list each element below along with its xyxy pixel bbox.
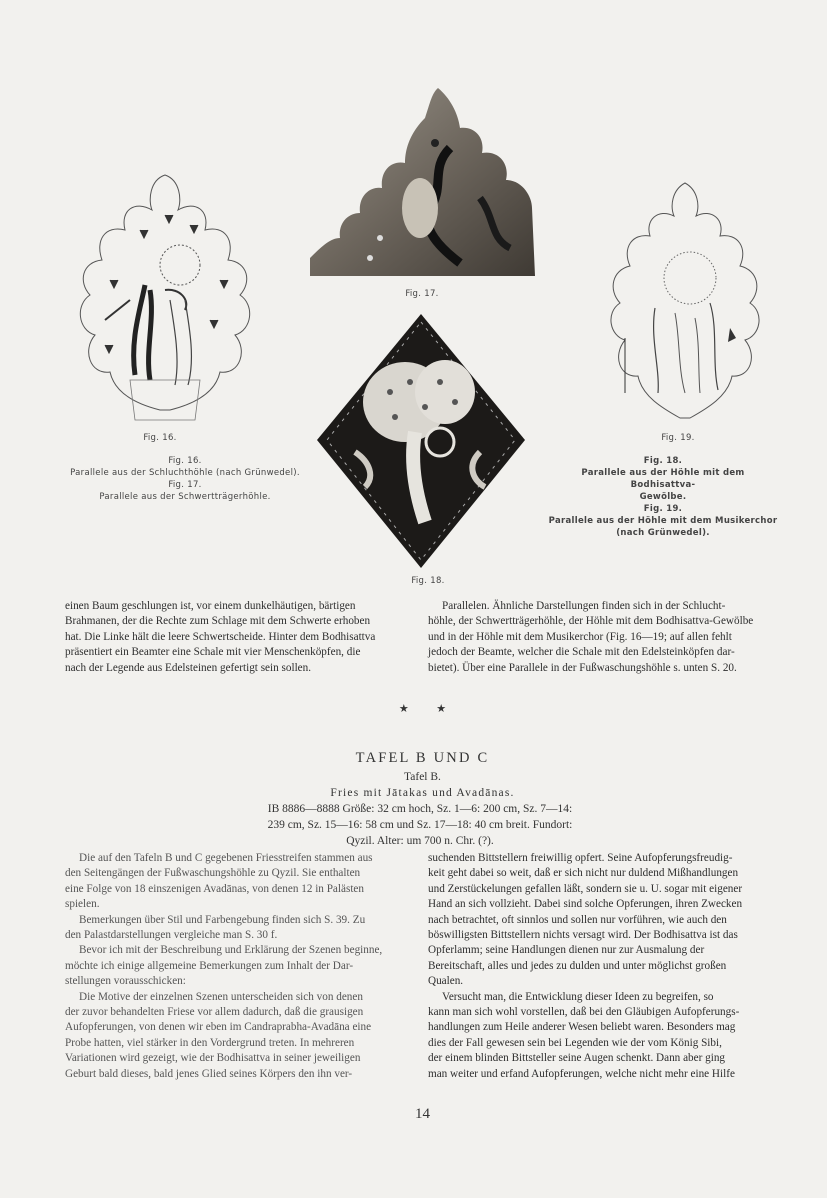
fig19-label: Fig. 19. — [661, 433, 695, 443]
text-line: suchenden Bittstellern freiwillig opfert. Seine Aufopferungsfreudig- — [428, 852, 733, 864]
text-line: Die auf den Tafeln B und C gegebenen Friesstreifen stammen aus — [79, 852, 373, 864]
caption-line: Fig. 17. — [168, 480, 202, 490]
section-separator: ★ ★ — [398, 703, 447, 715]
upper-right-column — [428, 599, 778, 676]
text-line: höhle, der Schwertträgerhöhle, der Höhle mit dem Bodhisattva-Gewölbe — [428, 615, 754, 628]
caption-line: Fig. 16. — [168, 456, 202, 466]
figure-19 — [600, 178, 770, 428]
dimensions-line: IB 8886—8888 Größe: 32 cm hoch, Sz. 1—6: 200 cm, Sz. 7—14: — [267, 803, 573, 815]
text-line: möchte ich einige allgemeine Bemerkungen zum Inhalt der Dar- — [65, 959, 354, 972]
caption-line: (nach Grünwedel). — [616, 528, 710, 538]
text-line: hat. Die Linke hält die leere Schwertscheide. Hinter dem Bodhisattva — [65, 630, 376, 643]
fig16-label: Fig. 16. — [143, 433, 177, 443]
text-line: Parallelen. Ähnliche Darstellungen finden sich in der Schlucht- — [442, 600, 726, 612]
text-line: spielen. — [65, 898, 100, 911]
text-line: präsentiert ein Beamter eine Schale mit vier Menschenköpfen, die — [65, 646, 361, 659]
text-line: böswilligsten Bittstellern nichts versagt wird. Der Bodhisattva ist das — [428, 929, 738, 942]
frieze-title: Fries mit Jātakas und Avadānas. — [330, 787, 515, 799]
caption-left — [50, 455, 320, 503]
text-line: und in der Höhle mit dem Musikerchor (Fig. 16—19; auf allen fehlt — [428, 630, 732, 643]
text-line: man weiter und erfand Aufopferungen, welche nicht mehr eine Hilfe — [428, 1067, 735, 1080]
figure-18 — [315, 312, 527, 570]
fig18-label: Fig. 18. — [411, 576, 445, 586]
text-line: Bemerkungen über Stil und Farbengebung finden sich S. 39. Zu — [79, 913, 366, 926]
text-line: Qualen. — [428, 975, 464, 988]
section-subtitle: Tafel B. — [404, 771, 441, 783]
lower-left-column — [65, 851, 413, 1082]
text-line: der einem blinden Bittsteller seine Augen schenkt. Dann aber ging — [428, 1052, 726, 1065]
caption-right — [548, 455, 778, 539]
text-line: Bevor ich mit der Beschreibung und Erklärung der Szenen beginne, — [79, 944, 383, 957]
dimensions-block — [220, 801, 620, 849]
text-line: keit geht dabei so weit, daß er sich nicht nur duldend Mißhandlungen — [428, 867, 739, 880]
text-line: handlungen zum Heile anderer Wesen beliebt waren. Besonders mag — [428, 1021, 736, 1034]
text-line: bietet). Über eine Parallele in der Fußwaschungshöhle s. unten S. 20. — [428, 661, 737, 674]
text-line: den Palastdarstellungen vergleiche man S. 30 f. — [65, 929, 278, 942]
text-line: Bereitschaft, alles und jedes zu dulden und unter möglichst großen — [428, 959, 727, 972]
text-line: Variationen wird gezeigt, wie der Bodhisattva in seiner jeweiligen — [65, 1052, 361, 1065]
upper-left-column — [65, 599, 413, 676]
text-line: und Zerstückelungen gefallen läßt, sondern sie u. U. sogar mit eigener — [428, 882, 743, 895]
figure-17 — [310, 88, 535, 278]
figure-16 — [70, 170, 260, 425]
text-line: Hand an sich vollzieht. Dabei sind solche Opferungen, ihren Zwecken — [428, 898, 743, 911]
text-line: nach der Legende aus Edelsteinen gefertigt sein sollen. — [65, 661, 312, 674]
text-line: dies der Fall gewesen sein bei Legenden wie der vom König Sibi, — [428, 1036, 722, 1049]
lower-right-column — [428, 851, 778, 1082]
caption-line: Fig. 18. — [643, 456, 683, 466]
dimensions-line: 239 cm, Sz. 15—16: 58 cm und Sz. 17—18: 40 cm breit. Fundort: — [267, 819, 573, 831]
text-line: eine Folge von 18 einszenigen Avadānas, von denen 12 in Palästen — [65, 882, 364, 895]
text-line: Opferlamm; seine Handlungen dienen nur zur Ausmalung der — [428, 944, 705, 957]
text-line: Brahmanen, der die Rechte zum Schlage mit dem Schwerte erhoben — [65, 615, 371, 628]
caption-line: Parallele aus der Schluchthöhle (nach Grünwedel). — [70, 468, 300, 478]
text-line: stellungen vorausschicken: — [65, 975, 186, 988]
text-line: kann man sich wohl vorstellen, daß bei den Gläubigen Aufopferungs- — [428, 1006, 740, 1019]
fig17-label: Fig. 17. — [405, 289, 439, 299]
page-number: 14 — [415, 1106, 430, 1122]
text-line: jedoch der Beamte, welcher die Schale mit den Edelsteinköpfen dar- — [428, 646, 735, 659]
caption-line: Parallele aus der Schwertträgerhöhle. — [99, 492, 271, 502]
text-line: Die Motive der einzelnen Szenen unterscheiden sich von denen — [79, 990, 363, 1003]
text-line: der zuvor behandelten Friese vor allem dadurch, daß die grausigen — [65, 1006, 364, 1019]
text-line: Probe hatten, viel stärker in den Vordergrund treten. In mehreren — [65, 1036, 355, 1049]
caption-line: Fig. 19. — [643, 504, 683, 514]
caption-line: Parallele aus der Höhle mit dem Bodhisattva- — [581, 468, 745, 490]
text-line: Geburt bald dieses, bald jenes Glied seines Körpers den ihn ver- — [65, 1067, 353, 1080]
section-title: TAFEL B UND C — [355, 750, 490, 766]
caption-line: Gewölbe. — [639, 492, 687, 502]
text-line: einen Baum geschlungen ist, vor einem dunkelhäutigen, bärtigen — [65, 600, 356, 612]
text-line: nach betrachtet, oft sinnlos und sollen nur vorführen, wie auch den — [428, 913, 727, 926]
text-line: Versucht man, die Entwicklung dieser Ideen zu begreifen, so — [442, 990, 714, 1003]
text-line: Aufopferungen, von denen wir eben im Candraprabha-Avadāna eine — [65, 1021, 372, 1034]
dimensions-line: Qyzil. Alter: um 700 n. Chr. (?). — [346, 835, 494, 847]
text-line: den Seitengängen der Fußwaschungshöhle zu Qyzil. Sie enthalten — [65, 867, 361, 880]
caption-line: Parallele aus der Höhle mit dem Musikerchor — [548, 516, 778, 526]
